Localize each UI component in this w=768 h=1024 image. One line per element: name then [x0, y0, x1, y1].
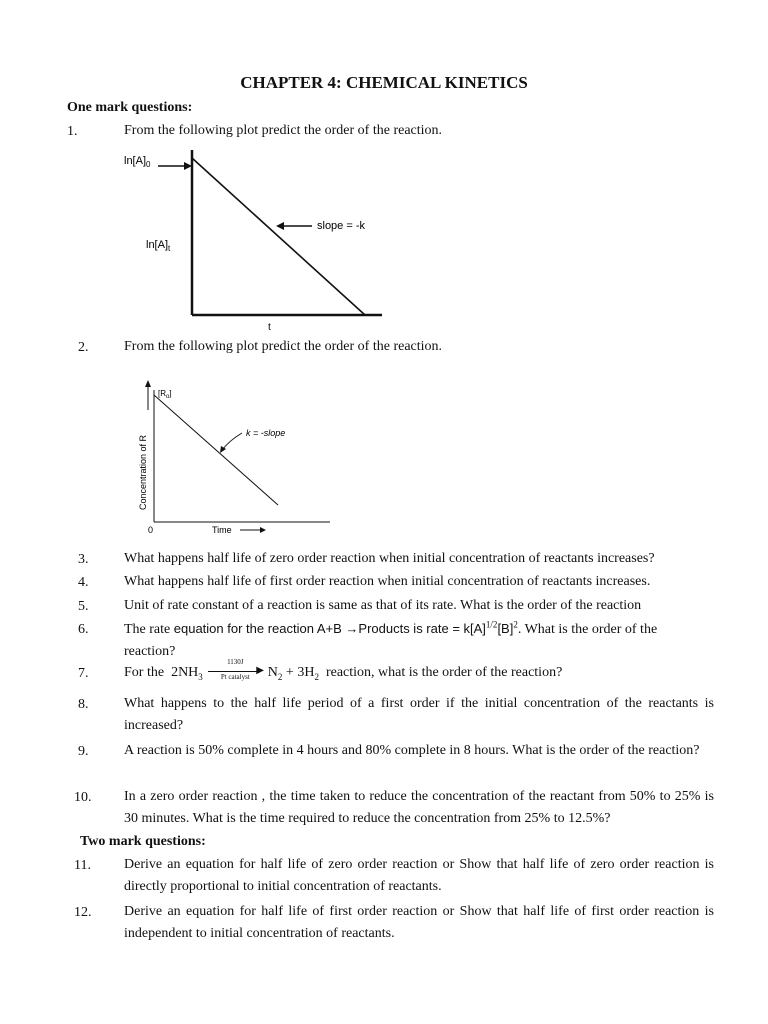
graph-first-order [110, 140, 400, 335]
question-text: In a zero order reaction , the time taken to reduce the concentration of the reactant from 50% to 25% is 30 minutes. What is the time required to reduce the concentration from 25% to 12.5%? [124, 789, 714, 826]
graph2-slope-label: k = -slope [246, 428, 286, 438]
q7-products: $N_2 + 3H_2$ [267, 665, 319, 682]
question-number: 6. [78, 622, 89, 637]
graph2-data-line [154, 395, 278, 505]
question-text [124, 618, 714, 663]
reaction-arrow: 1130J ▶ Pt catalyst [206, 664, 264, 678]
q6-text-b: equation for the reaction A+B →Products is rate = k[A] [173, 621, 486, 636]
question-text: What happens half life of zero order reaction when initial concentration of reactants increases? [124, 551, 655, 566]
question-number: 1. [67, 124, 78, 139]
graph1-data-line [192, 158, 365, 315]
question-text: What happens half life of first order reaction when initial concentration of reactants increases. [124, 574, 651, 589]
question-text: Unit of rate constant of a reaction is same as that of its rate. What is the order of the reaction [124, 598, 642, 613]
q6-text-c: [B] [497, 621, 514, 636]
question-number: 3. [78, 552, 89, 567]
graph-zero-order [130, 370, 340, 540]
q6-text-a: The rate [124, 622, 174, 637]
q7-reactant: $2NH_3$ [171, 665, 203, 682]
question-number: 9. [78, 744, 89, 759]
question-number: 10. [74, 790, 92, 805]
question-text: Derive an equation for half life of zero order reaction or Show that half life of zero order reaction is directly proportional to initial concentration of reactants. [124, 857, 714, 894]
question-number: 8. [78, 697, 89, 712]
graph1-label-ln-at: $\ln[A]_t$ [146, 239, 171, 253]
question-number: 4. [78, 575, 89, 590]
section-heading-one-mark: One mark questions: [67, 100, 193, 115]
graph2-y-arrowhead [145, 380, 151, 387]
graph1-label-ln-a0: $\ln[A]_0$ [124, 155, 151, 169]
question-number: 11. [74, 858, 91, 873]
graph2-x-label: Time [212, 525, 232, 535]
q7-suffix: reaction, what is the order of the reaction? [325, 665, 563, 680]
q7-prefix: For the [124, 665, 165, 680]
question-text-reaction [124, 658, 563, 682]
reaction-condition-above: 1130J [227, 658, 244, 666]
question-text: What happens to the half life period of a first order if the initial concentration of the reactants is increased? [124, 696, 714, 733]
graph1-slope-label: slope = -k [317, 220, 365, 232]
graph1-x-label: t [268, 322, 271, 333]
question-text: From the following plot predict the order of the reaction. [124, 123, 443, 138]
q6-sup-2: 2 [513, 619, 518, 630]
question-text: From the following plot predict the order of the reaction. [124, 339, 443, 354]
graph2-slope-pointer [222, 433, 242, 450]
question-number: 2. [78, 340, 89, 355]
question-number: 5. [78, 599, 89, 614]
graph2-y-label: Concentration of R [138, 434, 148, 510]
q6-sup-1: 1/2 [485, 619, 498, 630]
graph1-slope-arrowhead [276, 222, 284, 230]
reaction-condition-below: Pt catalyst [220, 673, 250, 681]
q6-text-e: reaction? [124, 644, 176, 659]
graph2-label-r0: $[R_o]$ [158, 389, 172, 400]
question-text: Derive an equation for half life of first order reaction or Show that half life of first order reaction is independent to initial concentration of reactants. [124, 904, 714, 941]
question-number: 12. [74, 905, 92, 920]
q6-text-d: . What is the order of the [517, 622, 658, 637]
question-text: A reaction is 50% complete in 4 hours and 80% complete in 8 hours. What is the order of the reaction? [124, 743, 700, 758]
page-title: CHAPTER 4: CHEMICAL KINETICS [240, 73, 528, 92]
graph2-x-arrowhead [260, 527, 266, 533]
question-number: 7. [78, 666, 89, 681]
section-heading-two-mark: Two mark questions: [80, 834, 206, 849]
graph2-origin-label: 0 [148, 525, 154, 535]
